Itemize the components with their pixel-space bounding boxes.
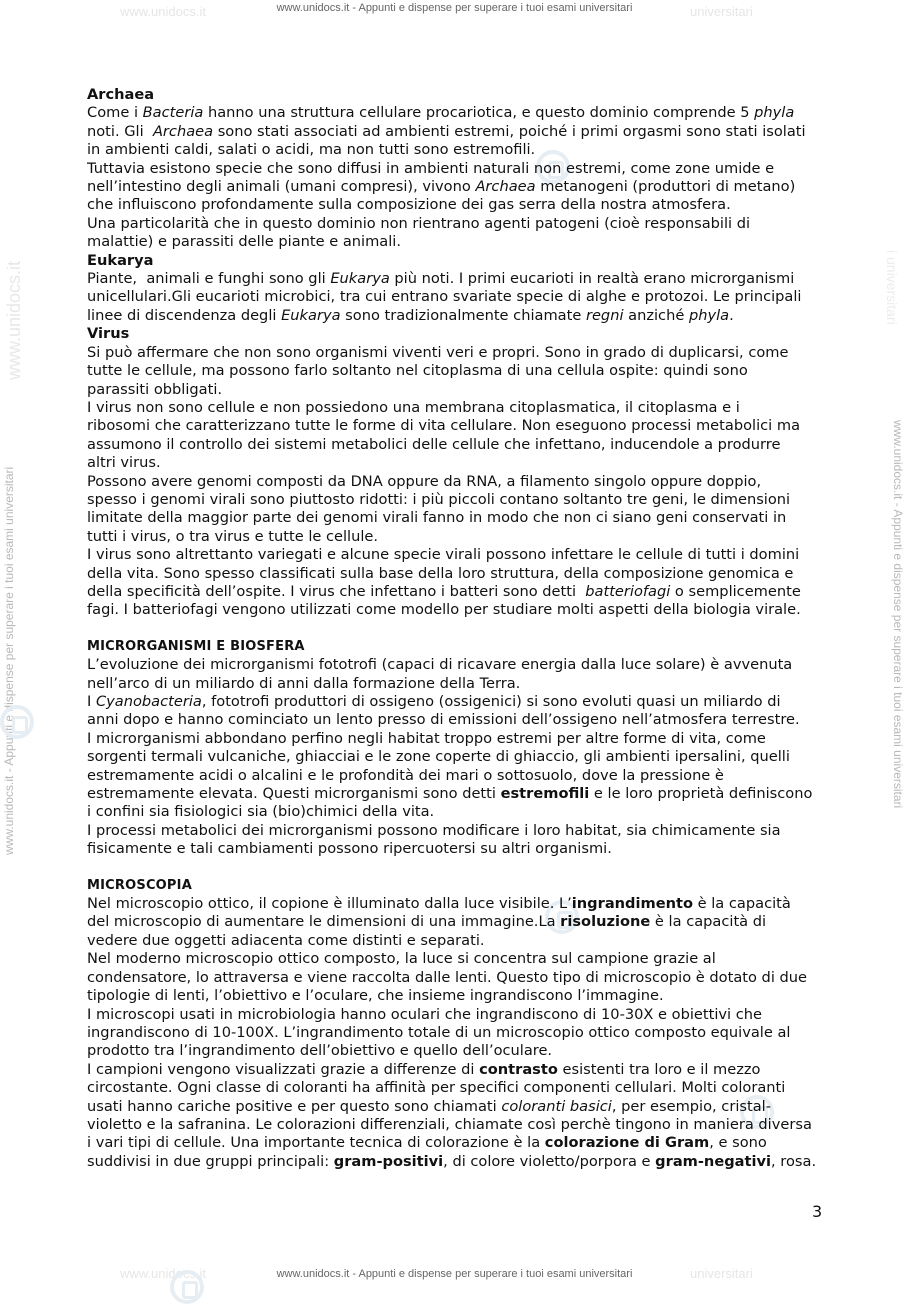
watermark-faint-right-bottom: universitari xyxy=(690,1266,753,1281)
left-watermark: www.unidocs.it - Appunti e dispense per superare i tuoi esami universitari xyxy=(2,466,16,855)
heading-microrganismi-biosfera: MICRORGANISMI E BIOSFERA xyxy=(87,638,305,654)
text-line: limitate della maggior parte dei genomi virali fanno in modo che non ci siano geni conservati in xyxy=(87,509,787,527)
heading-eukarya: Eukarya xyxy=(87,251,154,269)
section-microscopia xyxy=(87,895,827,1171)
text-span: Eukarya xyxy=(281,306,341,324)
left-faint-watermark: www.unidocs.it xyxy=(4,260,24,380)
text-line: Come i Bacteria hanno una struttura cellulare procariotica, e questo dominio comprende 5 phyla xyxy=(87,104,795,122)
heading-archaea: Archaea xyxy=(87,86,155,103)
text-line: Nel moderno microscopio ottico composto, la luce si concentra sul campione grazie al xyxy=(87,950,716,968)
text-line: i confini sia fisiologici sia (bio)chimici della vita. xyxy=(87,803,435,821)
text-line: I microrganismi abbondano perfino negli habitat troppo estremi per altre forme di vita, come xyxy=(87,729,766,747)
text-line: della vita. Sono spesso classificati sulla base della loro struttura, della composizione genomica e xyxy=(87,564,794,582)
watermark-logo-icon xyxy=(0,705,34,739)
text-span: estremofili xyxy=(500,785,590,803)
text-line: I virus sono altrettanto variegati e alcune specie virali possono infettare le cellule di tutti i domini xyxy=(87,546,800,564)
spacer xyxy=(87,859,827,877)
text-span: phyla xyxy=(754,104,795,122)
text-line: prodotto tra l’ingrandimento dell’obiettivo e quello dell’oculare. xyxy=(87,1042,553,1060)
text-line: violetto e la safranina. Le colorazioni differenziali, chiamate così perchè tingono in maniera diversa xyxy=(87,1115,812,1133)
text-line: sorgenti termali vulcaniche, ghiacciai e le zone coperte di ghiaccio, gli ambienti ipersalini, quelli xyxy=(87,748,790,766)
text-line: vedere due oggetti adiacenta come distinti e separati. xyxy=(87,931,485,949)
text-line: fisicamente e tali cambiamenti possono ripercuotersi su altri organismi. xyxy=(87,840,612,858)
text-line: circostante. Ogni classe di coloranti ha affinità per specifici componenti cellulari. Molti coloranti xyxy=(87,1079,786,1097)
text-line: parassiti obbligati. xyxy=(87,380,223,398)
text-line: L’evoluzione dei microrganismi fototrofi (capaci di ricavare energia dalla luce solare) è avvenuta xyxy=(87,656,793,674)
text-line: spesso i genomi virali sono piuttosto ridotti: i più piccoli contano soltanto tre geni, le dimensioni xyxy=(87,490,791,508)
text-span: Bacteria xyxy=(142,104,204,122)
text-line: estremamente acidi o alcalini e le profondità dei mari o sottosuolo, dove la pressione è xyxy=(87,766,724,784)
text-line: Tuttavia esistono specie che sono diffusi in ambienti naturali non estremi, come zone umide e xyxy=(87,159,775,177)
section-eukarya xyxy=(87,270,827,325)
text-line: altri virus. xyxy=(87,454,161,472)
text-span: colorazione di Gram xyxy=(544,1134,710,1152)
text-line: anni dopo e hanno cominciato un lento presso di emissioni dell’ossigeno nell’atmosfera terrestre. xyxy=(87,711,800,729)
text-line: malattie) e parassiti delle piante e animali. xyxy=(87,233,402,251)
text-line: assumono il controllo dei sistemi metabolici delle cellule che infettano, inducendole a produrre xyxy=(87,435,781,453)
right-watermark: www.unidocs.it - Appunti e dispense per superare i tuoi esami universitari xyxy=(891,420,905,809)
watermark-faint-left-bottom: www.unidocs.it xyxy=(120,1266,206,1281)
text-span: regni xyxy=(585,306,624,324)
text-span: Cyanobacteria xyxy=(95,693,202,710)
top-watermark: www.unidocs.it - Appunti e dispense per superare i tuoi esami universitari xyxy=(276,2,633,14)
text-line: suddivisi in due gruppi principali: gram-positivi, di colore violetto/porpora e gram-negativi, rosa. xyxy=(87,1152,817,1170)
right-faint-watermark: i universitari xyxy=(884,250,900,325)
text-line: I processi metabolici dei microrganismi possono modificare i loro habitat, sia chimicamente sia xyxy=(87,821,781,839)
text-line: nell’intestino degli animali (umani compresi), vivono Archaea metanogeni (produttori di metano) xyxy=(87,178,796,196)
text-line: condensatore, lo attraversa e viene raccolta dalle lenti. Questo tipo di microscopio è dotato di due xyxy=(87,968,808,986)
text-line: I virus non sono cellule e non possiedono una membrana citoplasmatica, il citoplasma e i xyxy=(87,398,740,416)
text-line: tipologie di lenti, l’obiettivo e l’oculare, che insieme ingrandiscono l’immagine. xyxy=(87,987,664,1005)
text-line: tutti i virus, o tra virus e tutte le cellule. xyxy=(87,527,379,545)
heading-virus: Virus xyxy=(87,325,130,343)
text-span: phyla xyxy=(688,306,730,324)
text-span: contrasto xyxy=(479,1060,558,1078)
heading-microscopia: MICROSCOPIA xyxy=(87,877,192,893)
text-line: Nel microscopio ottico, il copione è illuminato dalla luce visibile. L’ingrandimento è la capacità xyxy=(87,895,791,913)
text-line: della specificità dell’ospite. I virus che infettano i batteri sono detti batteriofagi o semplicemente xyxy=(87,582,801,600)
text-line: I microscopi usati in microbiologia hanno oculari che ingrandiscono di 10-30X e obiettivi che xyxy=(87,1005,762,1023)
text-line: usati hanno cariche positive e per questo sono chiamati coloranti basici, per esempio, cristal- xyxy=(87,1097,771,1115)
text-line: del microscopio di aumentare le dimensioni di una immagine.La risoluzione è la capacità di xyxy=(87,913,767,931)
text-line: ingrandiscono di 10-100X. L’ingrandimento totale di un microscopio ottico composto equivale al xyxy=(87,1023,791,1041)
text-line: I campioni vengono visualizzati grazie a differenze di contrasto esistenti tra loro e il mezzo xyxy=(87,1060,761,1078)
text-span: batteriofagi xyxy=(585,582,671,600)
watermark-faint-right-top: universitari xyxy=(690,4,753,19)
text-span: gram-negativi xyxy=(655,1152,772,1170)
text-line: fagi. I batteriofagi vengono utilizzati come modello per studiare molti aspetti della biologia virale. xyxy=(87,601,801,619)
document-body xyxy=(87,86,827,1171)
text-line: Possono avere genomi composti da DNA oppure da RNA, a filamento singolo oppure doppio, xyxy=(87,472,762,490)
text-span: Archaea xyxy=(475,178,536,196)
text-line: nell’arco di un miliardo di anni dalla formazione della Terra. xyxy=(87,674,521,692)
text-line: estremamente elevata. Questi microrganismi sono detti estremofili e le loro proprietà definiscono xyxy=(87,785,813,803)
text-line: Si può affermare che non sono organismi viventi veri e propri. Sono in grado di duplicarsi, come xyxy=(87,343,789,361)
text-line: Piante, animali e funghi sono gli Eukarya più noti. I primi eucarioti in realtà erano microrganismi xyxy=(87,270,795,288)
text-line: noti. Gli Archaea sono stati associati ad ambienti estremi, poiché i primi orgasmi sono stati isolati xyxy=(87,122,806,140)
section-virus xyxy=(87,344,827,620)
text-line: linee di discendenza degli Eukarya sono tradizionalmente chiamate regni anziché phyla. xyxy=(87,306,734,324)
text-line: tutte le cellule, ma possono farlo soltanto nel citoplasma di una cellula ospite: quindi sono xyxy=(87,362,748,380)
bottom-watermark: www.unidocs.it - Appunti e dispense per superare i tuoi esami universitari xyxy=(276,1268,633,1280)
watermark-logo-icon xyxy=(170,1270,204,1304)
section-biosfera xyxy=(87,656,827,858)
section-archaea xyxy=(87,104,827,251)
watermark-faint-left-top: www.unidocs.it xyxy=(120,4,206,19)
text-span: ingrandimento xyxy=(571,895,693,913)
text-span: Archaea xyxy=(152,122,214,140)
text-line: ribosomi che caratterizzano tutte le forme di vita cellulare. Non eseguono processi metabolici ma xyxy=(87,417,801,435)
text-span: Eukarya xyxy=(330,270,390,288)
text-line: Una particolarità che in questo dominio non rientrano agenti patogeni (cioè responsabili di xyxy=(87,214,751,232)
text-line: i vari tipi di cellule. Una importante tecnica di colorazione è la colorazione di Gram, e sono xyxy=(87,1134,767,1152)
text-line: in ambienti caldi, salati o acidi, ma non tutti sono estremofili. xyxy=(87,141,536,159)
text-line: unicellulari.Gli eucarioti microbici, tra cui entrano svariate specie di alghe e protozoi. Le principali xyxy=(87,288,802,306)
text-span: coloranti basici xyxy=(501,1097,612,1115)
page-number: 3 xyxy=(812,1202,823,1221)
text-span: risoluzione xyxy=(560,913,651,931)
text-line: che influiscono profondamente sulla composizione dei gas serra della nostra atmosfera. xyxy=(87,196,731,214)
text-line: I Cyanobacteria, fototrofi produttori di ossigeno (ossigenici) si sono evoluti quasi un miliardo di xyxy=(87,693,781,710)
text-span: gram-positivi xyxy=(333,1152,444,1170)
spacer xyxy=(87,620,827,638)
